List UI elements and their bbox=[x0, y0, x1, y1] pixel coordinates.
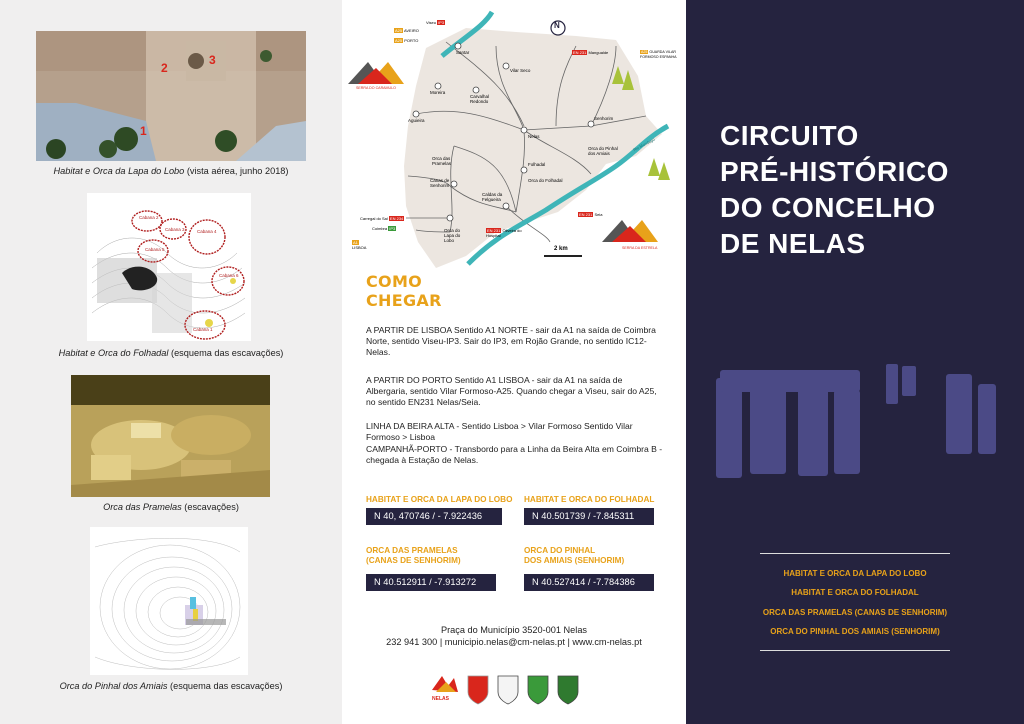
caption-pramelas-rest: (escavações) bbox=[181, 502, 239, 512]
road-dest: PORTO bbox=[404, 38, 419, 43]
site-title-line: HABITAT E ORCA DA LAPA DO LOBO bbox=[366, 495, 513, 504]
pramelas-photo-graphic bbox=[71, 375, 270, 497]
site-list-item: ORCA DAS PRAMELAS (CANAS DE SENHORIM) bbox=[762, 607, 948, 617]
road-dest: Coimbra bbox=[372, 226, 388, 231]
site-title-amiais bbox=[524, 546, 624, 566]
site-title-pramelas bbox=[366, 546, 461, 566]
road-dest: AVEIRO bbox=[404, 28, 419, 33]
site-title-line: ORCA DAS PRAMELAS bbox=[366, 546, 458, 555]
north-label: N bbox=[554, 21, 560, 30]
caption-folhadal bbox=[0, 348, 342, 358]
region-map bbox=[346, 6, 682, 270]
town-label: Vilar Seco bbox=[510, 68, 531, 73]
directions-beira-alta: LINHA DA BEIRA ALTA - Sentido Lisboa > Vilar Formoso Sentido Vilar Formoso > Lisboa bbox=[366, 421, 633, 442]
caption-lapa-lobo-italic: Habitat e Orca da Lapa do Lobo bbox=[53, 166, 185, 176]
sites-list bbox=[760, 553, 950, 651]
coat-of-arms-icon bbox=[468, 676, 578, 704]
title-line-4: DE NELAS bbox=[720, 228, 866, 259]
road-label-coimbra bbox=[372, 226, 396, 231]
contact-line: 232 941 300 | municipio.nelas@cm-nelas.pt | www.cm-nelas.pt bbox=[386, 637, 642, 647]
river-label: Rio Mondego bbox=[632, 136, 656, 153]
cabana-label-4: Cabana 4 bbox=[197, 229, 217, 234]
stone-icon bbox=[716, 378, 742, 478]
stone-icon bbox=[834, 390, 860, 474]
caption-amiais-rest: (esquema das escavações) bbox=[167, 681, 283, 691]
site-title-line-2: DOS AMIAIS (SENHORIM) bbox=[524, 556, 625, 565]
site-list-item: ORCA DO PINHAL DOS AMIAIS (SENHORIM) bbox=[770, 626, 940, 636]
town-label: Santar bbox=[456, 50, 470, 55]
site-title-line: HABITAT E ORCA DO FOLHADAL bbox=[524, 495, 655, 504]
road-dest: Mangualde bbox=[588, 50, 609, 55]
road-code: IP3 bbox=[438, 20, 445, 25]
road-dest: Seia bbox=[594, 212, 603, 217]
coord-amiais: N 40.527414 / -7.784386 bbox=[524, 574, 654, 591]
aerial-label-1: 1 bbox=[140, 124, 147, 138]
road-code: IP3 bbox=[389, 226, 396, 231]
municipal-logos bbox=[428, 670, 598, 710]
nelas-logo-text: NELAS bbox=[432, 696, 449, 702]
road-code: A25 bbox=[395, 28, 403, 33]
title-line-2: PRÉ-HISTÓRICO bbox=[720, 156, 949, 187]
site-list-item: HABITAT E ORCA DA LAPA DO LOBO bbox=[783, 569, 927, 578]
directions-lisboa: A PARTIR DE LISBOA Sentido A1 NORTE - sair da A1 na saída de Coimbra Norte, sentido Viseu-IP3. Sair do IP3, em Rojão Grande, no sentido IC12-Nelas. bbox=[366, 325, 656, 357]
road-code: A25 bbox=[641, 50, 648, 54]
town-label: Orca do Pinhal dos Amiais bbox=[588, 146, 618, 156]
coord-lapa-lobo: N 40, 470746 / - 7.922436 bbox=[366, 508, 502, 525]
town-label: Orca do Lapa do Lobo bbox=[444, 228, 461, 243]
road-dest: GUARDA VILAR FORMOSO ESPANHA bbox=[640, 50, 677, 59]
serra-caramulo-label: SERRA DO CARAMULO bbox=[356, 86, 396, 90]
cabana-label-3: Cabana 3 bbox=[165, 227, 185, 232]
scale-label: 2 km bbox=[554, 246, 568, 252]
logos-graphic bbox=[428, 670, 598, 710]
town-label: Aguieira bbox=[408, 118, 425, 123]
town-label: Senhorim bbox=[594, 116, 614, 121]
caption-lapa-lobo-rest: (vista aérea, junho 2018) bbox=[184, 166, 289, 176]
road-code: EN 231 bbox=[573, 50, 587, 55]
road-label-oliveira bbox=[486, 228, 522, 238]
town-label: Caldas da Felgueira bbox=[482, 192, 503, 202]
coord-pramelas: N 40.512911 / -7.913272 bbox=[366, 574, 496, 591]
folhadal-schematic bbox=[87, 193, 251, 341]
road-dest: LISBOA bbox=[352, 245, 367, 250]
amiais-schematic-graphic bbox=[90, 527, 248, 675]
caption-lapa-lobo bbox=[0, 166, 342, 176]
town-label: Orca do Folhadal bbox=[528, 178, 563, 183]
site-title-line: ORCA DO PINHAL bbox=[524, 546, 596, 555]
caramulo-mountain-icon bbox=[348, 62, 404, 84]
road-label-seia bbox=[578, 212, 602, 217]
address-line: Praça do Município 3520-001 Nelas bbox=[440, 625, 588, 635]
stone-icon bbox=[946, 374, 972, 454]
road-label-porto bbox=[394, 38, 418, 43]
directions-porto: A PARTIR DO PORTO Sentido A1 LISBOA - sair da A1 na saída de Albergaria, sentido Vilar Formoso-A25. Quando chegar a Viseu, sair do A25, no sentido EN231 Nelas/Seia. bbox=[366, 375, 657, 407]
town-label: Moreira bbox=[430, 90, 446, 95]
aerial-photo-graphic bbox=[36, 31, 306, 161]
como-line-1: COMO bbox=[366, 272, 423, 291]
caption-amiais-italic: Orca do Pinhal dos Amiais bbox=[59, 681, 168, 691]
right-panel bbox=[686, 0, 1024, 724]
cabana-label-1: Cabana 1 bbox=[193, 327, 213, 332]
cabana-label-2: Cabana 2 bbox=[139, 215, 159, 220]
aerial-label-3: 3 bbox=[209, 53, 216, 67]
road-code: EN 231 bbox=[579, 212, 593, 217]
caption-folhadal-rest: (esquema das escavações) bbox=[168, 348, 284, 358]
folhadal-schematic-graphic bbox=[87, 193, 251, 341]
town-label: Nelas bbox=[528, 134, 540, 139]
stone-icon bbox=[902, 366, 916, 396]
cabana-label-5: Cabana 5 bbox=[145, 247, 165, 252]
town-label: Canas de Senhorim bbox=[430, 178, 450, 188]
lintel-icon bbox=[720, 370, 860, 392]
caption-folhadal-italic: Habitat e Orca do Folhadal bbox=[58, 348, 169, 358]
town-label: Orca das Pramelas bbox=[432, 156, 452, 166]
caption-amiais bbox=[0, 681, 342, 691]
directions-campanha: CAMPANHÃ-PORTO - Transbordo para a Linha da Beira Alta em Coimbra B - chegada à Estação de Nelas. bbox=[366, 444, 663, 465]
stone-icon bbox=[798, 386, 828, 476]
cabana-label-6: Cabana 6 bbox=[219, 273, 239, 278]
stone-icon bbox=[886, 364, 898, 404]
nelas-logo-icon bbox=[432, 676, 458, 692]
town-label: Carvalhal Redondo bbox=[470, 94, 490, 104]
road-label-mangualde bbox=[572, 50, 608, 55]
aerial-photo bbox=[36, 31, 306, 161]
pramelas-photo bbox=[71, 375, 270, 497]
coord-folhadal: N 40.501739 / -7.845311 bbox=[524, 508, 654, 525]
site-title-line-2: (CANAS DE SENHORIM) bbox=[366, 556, 461, 565]
road-code: EN 234 bbox=[389, 216, 404, 221]
stone-icon bbox=[978, 384, 996, 454]
estrela-mountain-icon bbox=[602, 220, 658, 242]
road-label-guarda bbox=[640, 50, 680, 59]
dolmen-stones-illustration bbox=[716, 354, 1006, 484]
title-line-3: DO CONCELHO bbox=[720, 192, 936, 223]
road-label-carregal bbox=[360, 216, 404, 221]
main-title bbox=[720, 118, 949, 262]
road-code: A25 bbox=[395, 38, 403, 43]
road-dest: Carregal do Sal bbox=[360, 216, 388, 221]
caption-pramelas-italic: Orca das Pramelas bbox=[103, 502, 182, 512]
road-label-lisboa bbox=[352, 240, 372, 250]
site-title-lapa-lobo bbox=[366, 495, 512, 505]
road-label-viseu bbox=[426, 20, 445, 25]
road-code: EN 231 bbox=[487, 228, 501, 233]
road-code: A1 bbox=[353, 240, 358, 245]
aerial-label-2: 2 bbox=[161, 61, 168, 75]
site-list-item: HABITAT E ORCA DO FOLHADAL bbox=[791, 588, 919, 598]
serra-estrela-label: SERRA DA ESTRELA bbox=[622, 246, 658, 250]
left-panel bbox=[0, 0, 342, 724]
site-title-folhadal bbox=[524, 495, 654, 505]
town-label: Folhadal bbox=[528, 162, 546, 167]
caption-pramelas bbox=[0, 502, 342, 512]
title-line-1: CIRCUITO bbox=[720, 120, 859, 151]
como-chegar-heading bbox=[366, 272, 442, 310]
como-line-2: CHEGAR bbox=[366, 291, 442, 310]
middle-panel bbox=[342, 0, 686, 724]
road-dest: Viseu bbox=[426, 20, 436, 25]
road-label-aveiro bbox=[394, 28, 419, 33]
amiais-schematic bbox=[90, 527, 248, 675]
road-dest: Oliveira do Hospital bbox=[486, 228, 522, 238]
